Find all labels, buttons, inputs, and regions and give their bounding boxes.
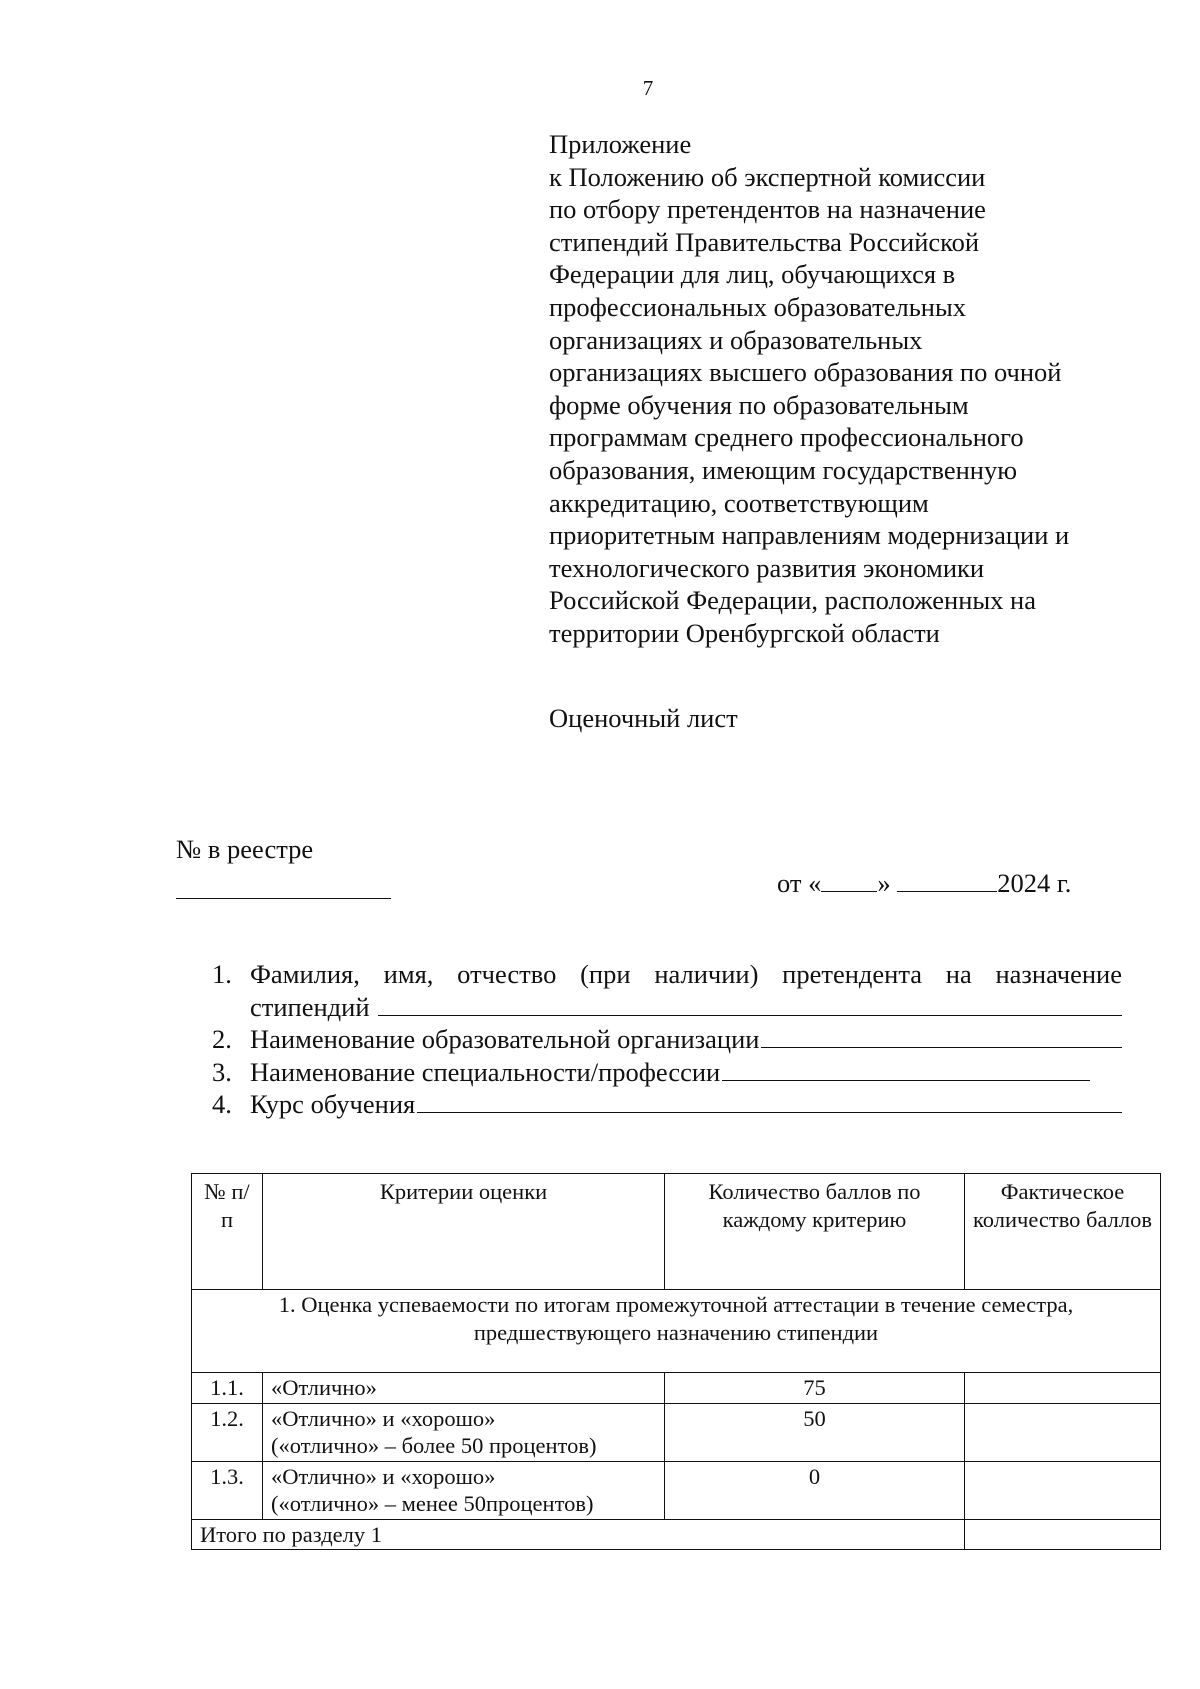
table-row xyxy=(192,1403,1161,1461)
date-middle: » xyxy=(877,868,891,898)
appendix-line: технологического развития экономики xyxy=(549,552,985,583)
appendix-line: организациях и образовательных xyxy=(549,324,923,355)
field-label: Наименование специальности/профессии xyxy=(250,1056,721,1087)
appendix-line: форме обучения по образовательным xyxy=(549,389,969,420)
row-points: 0 xyxy=(665,1461,965,1519)
appendix-line: по отбору претендентов на назначение xyxy=(549,194,986,225)
field-full-name xyxy=(212,958,1122,1023)
criteria-note: («отлично» – более 50 процентов) xyxy=(271,1433,597,1458)
field-course xyxy=(212,1088,1122,1121)
appendix-line: к Положению об экспертной комиссии xyxy=(549,161,986,192)
row-points: 75 xyxy=(665,1373,965,1404)
table-row xyxy=(192,1461,1161,1519)
appendix-line: приоритетным направлениям модернизации и xyxy=(549,520,1070,551)
full-name-blank[interactable] xyxy=(378,993,1123,1016)
row-criteria xyxy=(263,1373,665,1404)
date-month-blank[interactable] xyxy=(897,869,997,892)
appendix-line: образования, имеющим государственную xyxy=(549,454,1018,485)
date-year: 2024 г. xyxy=(997,868,1072,898)
scoring-table xyxy=(191,1173,1161,1550)
appendix-line: Федерации для лиц, обучающихся в xyxy=(549,259,956,290)
section-title: 1. Оценка успеваемости по итогам промежуточной аттестации в течение семестра, предшествующего назначению стипендии xyxy=(192,1290,1161,1373)
appendix-line: стипендий Правительства Российской xyxy=(549,226,980,257)
date-line xyxy=(777,868,1071,899)
criteria-text: «Отлично» и «хорошо» xyxy=(271,1405,496,1431)
field-label: Фамилия, имя, отчество (при наличии) претендента на назначение xyxy=(250,959,1122,989)
criteria-note: («отлично» – менее 50процентов) xyxy=(271,1491,594,1516)
total-label: Итого по разделу 1 xyxy=(192,1519,965,1550)
specialty-blank[interactable] xyxy=(722,1058,1090,1081)
field-number: 1. xyxy=(212,959,232,989)
appendix-line: территории Оренбургской области xyxy=(549,617,940,648)
criteria-text: «Отлично» xyxy=(271,1375,377,1400)
total-actual-cell[interactable] xyxy=(965,1519,1161,1550)
table-header-row xyxy=(192,1174,1161,1290)
page-number: 7 xyxy=(642,76,654,100)
appendix-line: Приложение xyxy=(549,129,692,159)
row-criteria xyxy=(263,1403,665,1461)
field-organization xyxy=(212,1023,1122,1056)
header-criteria: Критерии оценки xyxy=(263,1174,665,1290)
row-points: 50 xyxy=(665,1403,965,1461)
field-label: Курс обучения xyxy=(250,1089,416,1119)
header-points: Количество баллов по каждому критерию xyxy=(665,1174,965,1290)
course-blank[interactable] xyxy=(417,1090,1122,1113)
field-specialty xyxy=(212,1056,1122,1089)
date-prefix: от « xyxy=(777,868,822,898)
appendix-line: Российской Федерации, расположенных на xyxy=(549,585,1037,616)
row-actual-cell[interactable] xyxy=(965,1373,1161,1404)
appendix-line: программам среднего профессионального xyxy=(549,422,1024,453)
field-number: 3. xyxy=(212,1056,232,1087)
field-number: 4. xyxy=(212,1089,232,1119)
organization-blank[interactable] xyxy=(761,1025,1122,1048)
date-day-blank[interactable] xyxy=(821,869,877,892)
row-actual-cell[interactable] xyxy=(965,1403,1161,1461)
registry-number-blank[interactable] xyxy=(176,898,391,899)
registry-label: № в реестре xyxy=(176,834,314,864)
field-label-cont: стипендий xyxy=(250,991,370,1022)
section-row xyxy=(192,1290,1161,1373)
criteria-text: «Отлично» и «хорошо» xyxy=(271,1463,496,1489)
field-number: 2. xyxy=(212,1024,232,1054)
appendix-header xyxy=(549,128,1169,650)
table-row xyxy=(192,1373,1161,1404)
appendix-line: аккредитацию, соответствующим xyxy=(549,487,929,518)
field-label: Наименование образовательной организации xyxy=(250,1024,760,1054)
header-actual: Фактическое количество баллов xyxy=(965,1174,1161,1290)
sheet-title: Оценочный лист xyxy=(549,703,738,733)
row-num: 1.1. xyxy=(192,1373,263,1404)
row-actual-cell[interactable] xyxy=(965,1461,1161,1519)
table-total-row xyxy=(192,1519,1161,1550)
row-num: 1.2. xyxy=(192,1403,263,1461)
row-criteria xyxy=(263,1461,665,1519)
field-list xyxy=(212,958,1122,1121)
row-num: 1.3. xyxy=(192,1461,263,1519)
appendix-line: профессиональных образовательных xyxy=(549,291,967,322)
header-num: № п/п xyxy=(192,1174,263,1290)
appendix-line: организациях высшего образования по очной xyxy=(549,357,1062,388)
